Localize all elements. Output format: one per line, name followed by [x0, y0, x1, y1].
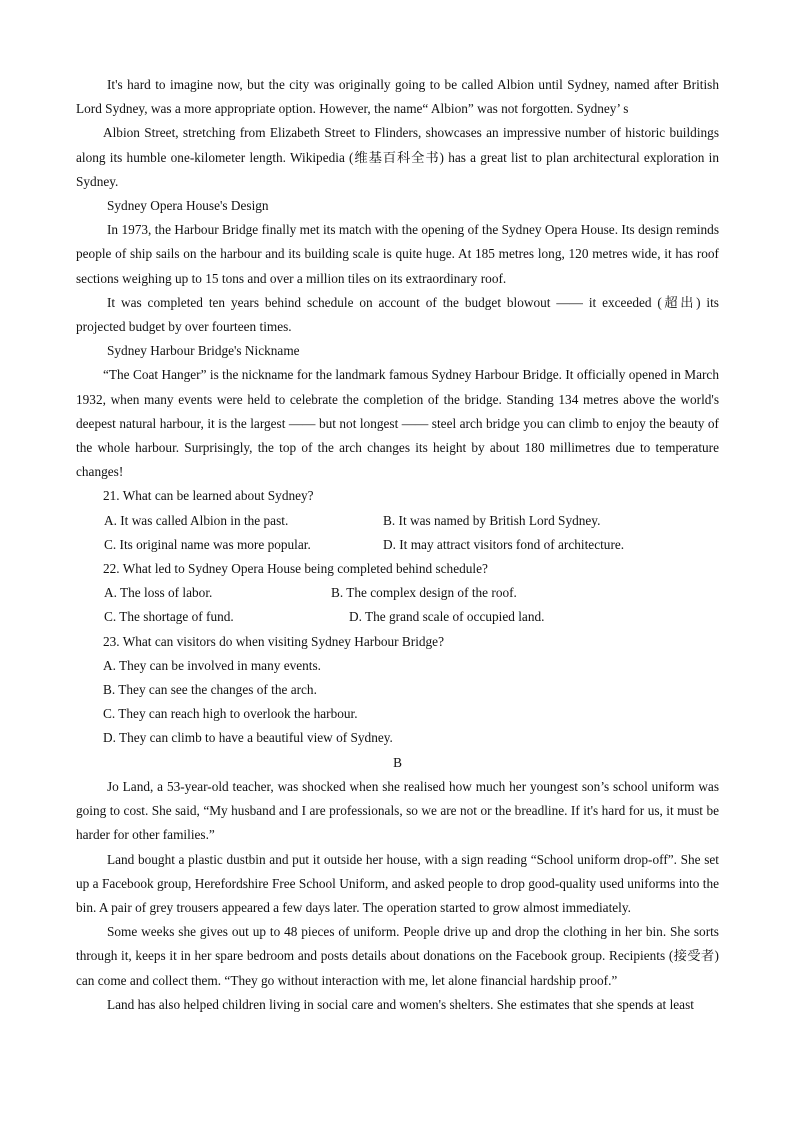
passage-a-paragraph-1: It's hard to imagine now, but the city was originally going to be called Albion until Sydney, named after British Lord Sydney, was a more appropriate option. However, the name“ Albion” was not forgotten. Sydney’ s [76, 77, 719, 117]
passage-b-paragraph-1: Jo Land, a 53-year-old teacher, was shocked when she realised how much her youngest son’s school uniform was going to cost. She said, “My husband and I are professionals, so we are not or the breadline. If it's hard for us, it must be harder for other families.” [76, 778, 719, 843]
heading-harbour-bridge: Sydney Harbour Bridge's Nickname [107, 343, 300, 359]
question-21-option-b: B. It was named by British Lord Sydney. [383, 512, 601, 528]
question-22-options-row-1 [76, 581, 719, 605]
passage-a-paragraph-4: It was completed ten years behind schedule on account of the budget blowout —— it exceeded (超出) its projected budget by over fourteen times. [76, 294, 719, 335]
question-22-option-b: B. The complex design of the roof. [331, 585, 517, 601]
question-23-option-a: A. They can be involved in many events. [103, 657, 321, 673]
question-22-option-c: C. The shortage of fund. [104, 609, 234, 625]
question-21-option-c: C. Its original name was more popular. [104, 536, 311, 552]
question-23-option-c: C. They can reach high to overlook the harbour. [103, 706, 358, 722]
passage-a-paragraph-5: “The Coat Hanger” is the nickname for the landmark famous Sydney Harbour Bridge. It officially opened in March 1932, when many events were held to celebrate the completion of the bridge. Standing 134 metres above the world's deepest natural harbour, it is the largest —— but not longest —— steel arch bridge you can climb to enjoy the beauty of the whole harbour. Surprisingly, the top of the arch changes its height by about 180 millimetres due to temperature changes! [76, 367, 719, 480]
question-23-stem: 23. What can visitors do when visiting Sydney Harbour Bridge? [103, 633, 444, 649]
question-21-stem: 21. What can be learned about Sydney? [103, 488, 314, 504]
question-22-options-row-2 [76, 605, 719, 629]
document-page [76, 73, 719, 1017]
question-21-options-row-2 [76, 533, 719, 557]
passage-a-paragraph-2: Albion Street, stretching from Elizabeth Street to Flinders, showcases an impressive number of historic buildings along its humble one-kilometer length. Wikipedia (维基百科全书) has a great list to plan architectural exploration in Sydney. [76, 125, 719, 189]
question-21-options-row-1 [76, 509, 719, 533]
question-23-option-b: B. They can see the changes of the arch. [103, 682, 317, 698]
passage-b-paragraph-3: Some weeks she gives out up to 48 pieces of uniform. People drive up and drop the clothing in her bin. She sorts through it, keeps it in her spare bedroom and posts details about donations on the Facebook group. Recipients (接受者) can come and collect them. “They go without interaction with me, let alone financial hardship proof.” [76, 924, 719, 988]
question-23-option-d: D. They can climb to have a beautiful view of Sydney. [103, 730, 393, 746]
question-21-option-a: A. It was called Albion in the past. [104, 512, 289, 528]
question-21-option-d: D. It may attract visitors fond of architecture. [383, 536, 625, 552]
passage-b-label: B [393, 754, 402, 770]
passage-b-paragraph-2: Land bought a plastic dustbin and put it outside her house, with a sign reading “School uniform drop-off”. She set up a Facebook group, Herefordshire Free School Uniform, and asked people to drop good-quality used uniforms into the bin. A pair of grey trousers appeared a few days later. The operation started to grow almost immediately. [76, 851, 719, 915]
question-22-option-a: A. The loss of labor. [104, 585, 213, 601]
question-22-option-d: D. The grand scale of occupied land. [349, 609, 545, 625]
heading-opera-house: Sydney Opera House's Design [107, 198, 269, 214]
passage-b-paragraph-4: Land has also helped children living in social care and women's shelters. She estimates that she spends at least [107, 996, 694, 1012]
question-22-stem: 22. What led to Sydney Opera House being completed behind schedule? [103, 561, 488, 577]
passage-a-paragraph-3: In 1973, the Harbour Bridge finally met its match with the opening of the Sydney Opera House. Its design reminds people of ship sails on the harbour and its building scale is quite huge. At 185 metres long, 120 metres wide, it has roof sections weighing up to 15 tons and over a million tiles on its extraordinary roof. [76, 222, 719, 286]
